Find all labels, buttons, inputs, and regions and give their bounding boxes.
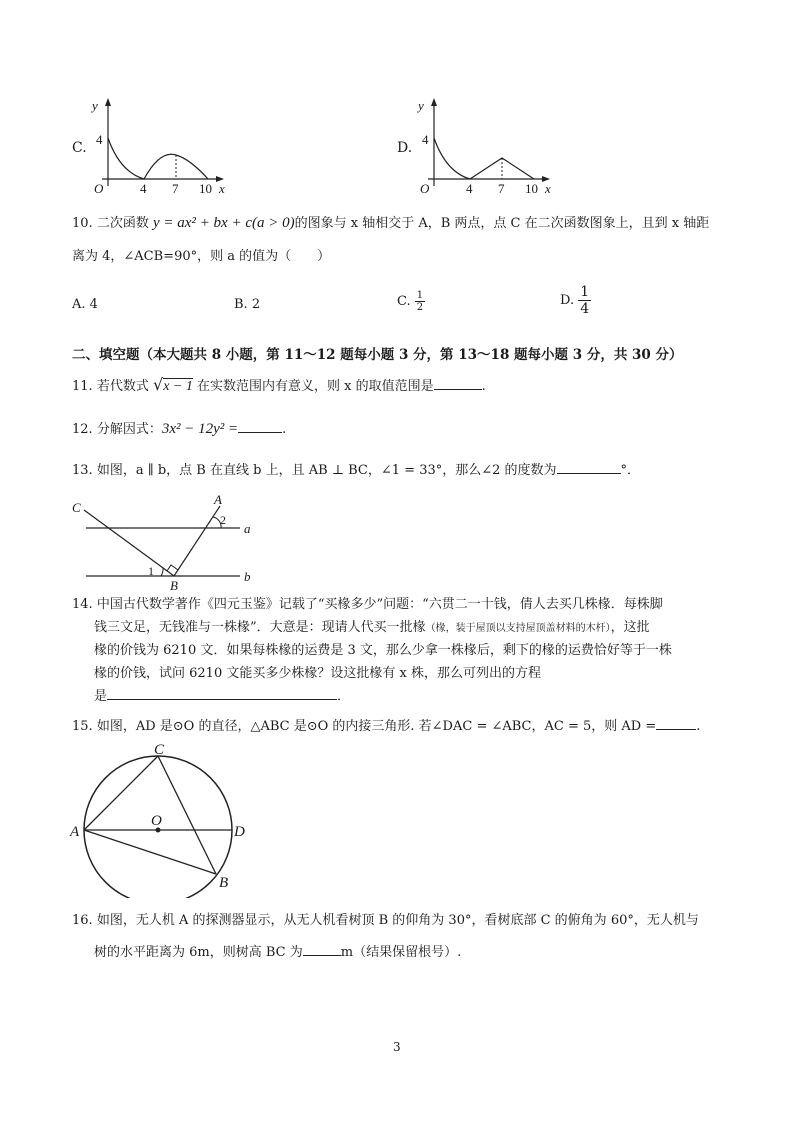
sqrt-icon: √ [152,375,164,394]
q15-figure [66,738,266,898]
q13-end: °． [620,463,641,478]
q13 [72,460,640,482]
q10-formula: y = ax² + bx + c(a > 0) [152,215,295,231]
page-number: 3 [393,1040,401,1054]
label-c: C [154,742,165,758]
q14-end: ． [337,689,351,704]
q11-radicand: x − 1 [163,379,193,394]
q10-text3: 离为 4，∠ACB=90°，则 a 的值为（ ） [72,249,331,264]
label-b-point: B [170,578,178,593]
graph-d-curve [434,138,534,179]
graph-c-y-tick: 4 [96,132,103,147]
q14-line1-text: 中国古代数学著作《四元玉鉴》记载了“买椽多少”问题：“六贯二一十钱，倩人去买几株椽．每株脚 [96,597,663,612]
graph-c-x-tick-4: 4 [140,181,147,196]
q10-option-d-fraction [578,284,591,317]
q15 [72,716,700,738]
q14-line3-text: 椽的价钱为 6210 文．如果每株椽的运费是 3 文，那么少拿一株椽后，剩下的椽的运费恰好等于一株 [94,643,672,658]
q10-text1: 二次函数 [96,216,149,231]
graph-d-label: D. [397,140,413,156]
label-b: B [219,875,229,891]
q15-end: . [696,719,701,734]
graph-c [88,96,238,196]
q13-figure [68,490,268,595]
label-a-point: A [214,492,222,507]
q16-line2 [94,942,461,964]
q10-option-c-fraction [415,290,425,313]
q16-line1-text: 如图，无人机 A 的探测器显示，从无人机看树顶 B 的仰角为 30°，看树底部 C 的俯角为 60°，无人机与 [96,913,699,928]
q10-option-a[interactable] [72,297,98,312]
graph-d-origin: O [420,181,430,196]
q12-expr: 3x² − 12y² = [161,421,239,437]
q10-option-b[interactable] [234,297,260,312]
q10-option-d-numerator: 1 [580,284,590,300]
graph-c-x-label: x [219,181,225,196]
segment-cb [84,510,174,576]
graph-c-y-label: y [92,98,98,113]
q10-option-c-label: C. [397,294,411,309]
label-c: C [72,500,81,515]
graph-d-x-tick-4: 4 [466,181,473,196]
graph-d-x-tick-7: 7 [498,181,505,196]
q10-line1 [72,212,709,235]
label-a: A [70,824,80,840]
q10-option-c-numerator: 1 [416,290,424,301]
q14-line1 [72,594,663,616]
q11-post: 在实数范围内有意义，则 x 的取值范围是 [197,379,434,394]
q16-line1 [72,910,699,932]
graph-c-origin: O [94,181,104,196]
segment-ba [174,506,220,576]
label-2: 2 [220,513,226,527]
graph-c-x-tick-7: 7 [172,181,179,196]
q10-option-a-value: 4 [89,297,98,312]
q11-pre: 若代数式 [96,379,149,394]
q16-answer-blank[interactable] [303,943,341,956]
segment-ac [84,756,158,830]
q14-line2a: 钱三文足，无钱准与一株椽”．大意是：现请人代买一批椽 [94,620,426,635]
q16-line2-text: 树的水平距离为 6m，则树高 BC 为 [94,945,303,960]
q13-number: 13. [72,463,93,478]
q14-line2b: ，这批 [610,620,650,635]
q10-option-c-denominator: 2 [416,302,424,313]
q10-option-c[interactable] [397,290,425,313]
q14-line2-note: （椽，装于屋顶以支持屋顶盖材料的木杆） [425,623,611,634]
q10-option-d[interactable] [560,284,591,317]
right-angle-mark [167,565,178,571]
q14-line5-text: 是 [94,689,108,704]
graph-c-label: C. [72,140,87,156]
q16-number: 16. [72,913,93,928]
graph-c-x-tick-10: 10 [199,181,212,196]
q14-line4 [94,663,541,685]
label-b-line: b [244,569,251,584]
graph-d-x-tick-10: 10 [525,181,538,196]
segment-ab [84,830,216,874]
label-a-line: a [244,521,251,536]
q16-line2-end: m（结果保留根号）. [340,945,462,960]
q14-line4-text: 椽的价钱，试问 6210 文能买多少株椽？设这批椽有 x 株，那么可列出的方程 [94,666,541,681]
q14-line2 [94,617,650,640]
q12-end: . [282,422,287,437]
q10-number: 10. [72,216,93,231]
q14-answer-blank[interactable] [107,687,337,700]
graph-d-x-label: x [545,181,551,196]
q15-answer-blank[interactable] [656,717,696,730]
q10-option-d-label: D. [560,293,575,308]
graph-d-y-label: y [418,98,424,113]
q11-answer-blank[interactable] [434,377,482,390]
label-o: O [151,813,162,829]
q10-line2 [72,246,330,268]
graph-d-y-arrow [431,98,437,106]
graph-d-y-tick: 4 [422,132,429,147]
segment-cb [158,756,216,874]
q14-number: 14. [72,597,93,612]
q13-answer-blank[interactable] [557,461,621,474]
q12 [72,418,286,441]
label-d: D [234,824,245,840]
q12-answer-blank[interactable] [238,420,282,433]
q15-number: 15. [72,719,93,734]
section-2-title: 二、填空题（本大题共 8 小题，第 11～12 题每小题 3 分，第 13～18 题每小题 3 分，共 30 分） [72,347,683,363]
q10-option-b-value: 2 [251,297,261,312]
q10-option-b-label: B. [234,297,248,312]
q14-line3 [94,640,672,662]
graph-d [414,96,564,196]
q12-number: 12. [72,422,93,437]
graph-c-y-arrow [105,98,111,106]
angle-1-arc [161,568,163,576]
q11-end: . [481,379,486,394]
q11 [72,374,486,398]
q11-number: 11. [72,379,93,394]
q12-pre: 分解因式： [96,422,162,437]
label-1: 1 [148,564,154,578]
graph-c-curve [108,138,208,179]
q10-option-a-label: A. [72,297,86,312]
q10-option-d-denominator: 4 [580,301,590,317]
q13-text: 如图，a ∥ b，点 B 在直线 b 上，且 AB ⊥ BC，∠1 = 33°，那么∠2 的度数为 [96,463,557,478]
q14-line5 [94,686,350,708]
q10-text2: 的图象与 x 轴相交于 A，B 两点，点 C 在二次函数图象上，且到 x 轴距 [294,216,710,231]
q15-text: 如图，AD 是⊙O 的直径，△ABC 是⊙O 的内接三角形. 若∠DAC = ∠ABC，AC = 5，则 AD = [96,719,657,734]
